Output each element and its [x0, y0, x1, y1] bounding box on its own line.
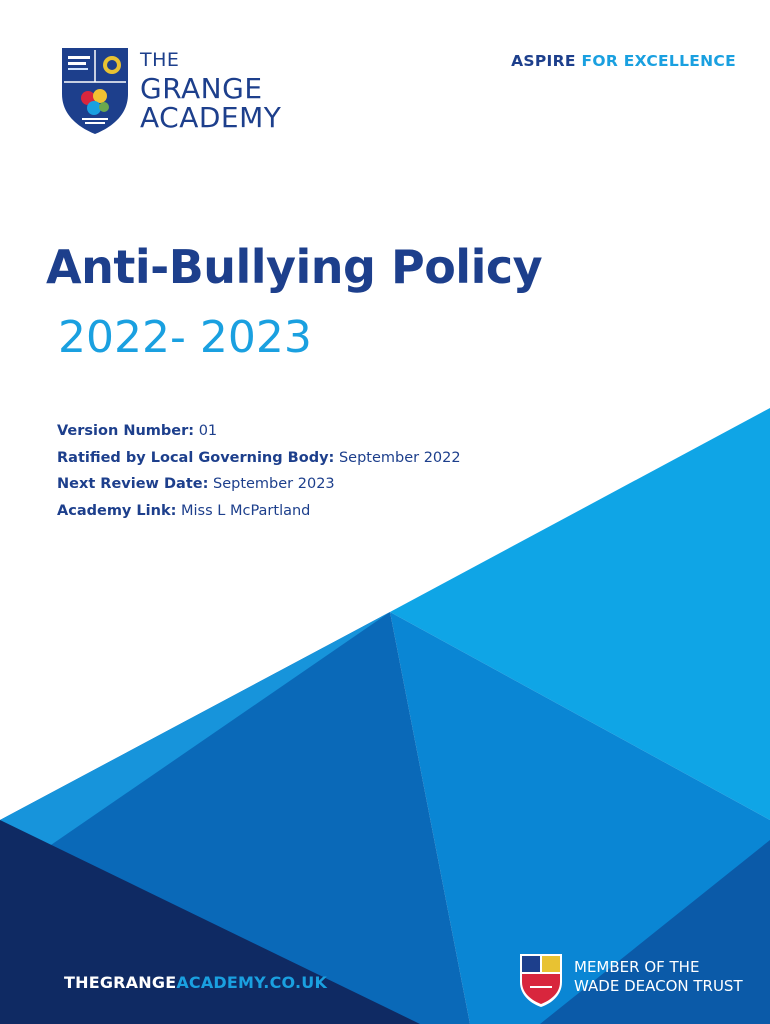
wade-deacon-trust-crest-icon: [518, 952, 564, 1008]
website-link[interactable]: [64, 973, 327, 992]
grange-academy-crest-icon: [60, 46, 130, 136]
detail-value: September 2023: [213, 476, 335, 492]
logo-line-academy: ACADEMY: [140, 101, 282, 134]
trust-membership: [518, 952, 758, 1008]
detail-value: Miss L McPartland: [181, 502, 311, 519]
detail-ratified: [57, 445, 461, 472]
detail-academy-link: [57, 498, 461, 525]
document-details: [57, 418, 461, 524]
document-title: Anti-Bullying Policy: [46, 240, 543, 294]
tagline-aspire: ASPIRE: [511, 52, 576, 70]
detail-label: Next Review Date:: [57, 476, 209, 492]
trust-line-2: WADE DEACON TRUST: [574, 977, 743, 995]
school-logo-wordmark: [140, 50, 281, 132]
school-tagline: [511, 52, 736, 70]
tagline-for-excellence: FOR EXCELLENCE: [581, 52, 736, 70]
website-part-2: ACADEMY.CO.UK: [176, 973, 328, 992]
trust-line-1: MEMBER OF THE: [574, 958, 700, 976]
detail-label: Version Number:: [57, 423, 195, 439]
detail-version: [57, 418, 461, 445]
detail-value: September 2022: [338, 449, 461, 466]
document-years: 2022- 2023: [58, 312, 312, 363]
detail-label: Ratified by Local Governing Body:: [57, 449, 335, 466]
detail-value: 01: [198, 423, 218, 439]
detail-label: Academy Link:: [57, 502, 177, 519]
detail-next-review: [57, 471, 461, 498]
trust-text: [574, 958, 743, 996]
logo-line-grange: GRANGE: [140, 72, 263, 105]
website-part-1: THEGRANGE: [64, 973, 177, 992]
logo-line-the: THE: [140, 49, 180, 71]
